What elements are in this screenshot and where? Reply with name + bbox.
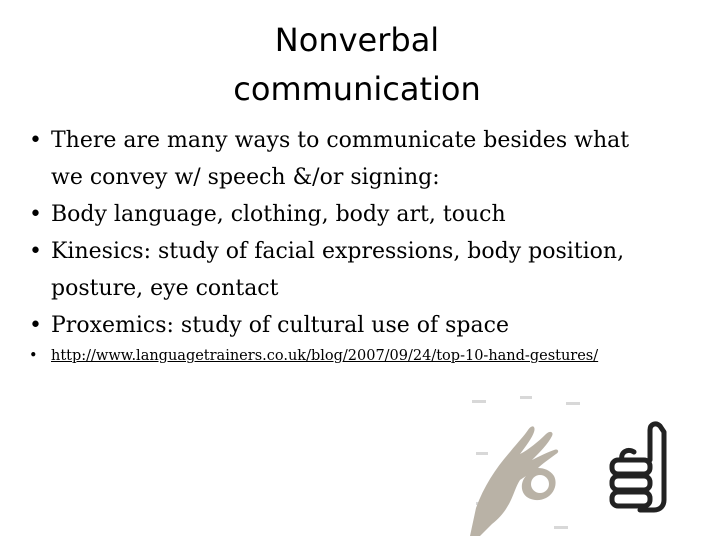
- bullet-item: [29, 233, 715, 307]
- bullet-marker: •: [29, 348, 38, 364]
- bullet-marker: •: [29, 239, 42, 264]
- bullet-list: [29, 122, 715, 344]
- thumbs-up-icon: [612, 424, 664, 510]
- hand-gestures-link[interactable]: http://www.languagetrainers.co.uk/blog/2007/09/24/top-10-hand-gestures/: [51, 348, 599, 364]
- slide-title: [0, 16, 714, 114]
- bullet-line: we convey w/ speech &/or signing:: [51, 165, 440, 190]
- bullet-marker: •: [29, 313, 42, 338]
- bullet-line: posture, eye contact: [51, 276, 279, 301]
- bullet-line: Proxemics: study of cultural use of space: [51, 313, 509, 338]
- bullet-marker: •: [29, 128, 42, 153]
- title-line-2: communication: [233, 70, 481, 108]
- bullet-text: [51, 196, 715, 233]
- bullet-marker: •: [29, 202, 42, 227]
- hand-gestures-image: [462, 390, 700, 540]
- title-line-1: Nonverbal: [274, 21, 440, 59]
- bullet-line: Body language, clothing, body art, touch: [51, 202, 506, 227]
- bullet-line: There are many ways to communicate besides what: [51, 128, 630, 153]
- bullet-item: [29, 122, 715, 196]
- bullet-line: Kinesics: study of facial expressions, body position,: [51, 239, 625, 264]
- bullet-item: [29, 196, 715, 233]
- bullet-text: [51, 122, 715, 196]
- bullet-text: [51, 307, 715, 344]
- ok-hand-gesture-icon: [470, 426, 558, 536]
- link-bullet-item: [29, 346, 598, 366]
- bullet-item: [29, 307, 715, 344]
- bullet-text: [51, 233, 715, 307]
